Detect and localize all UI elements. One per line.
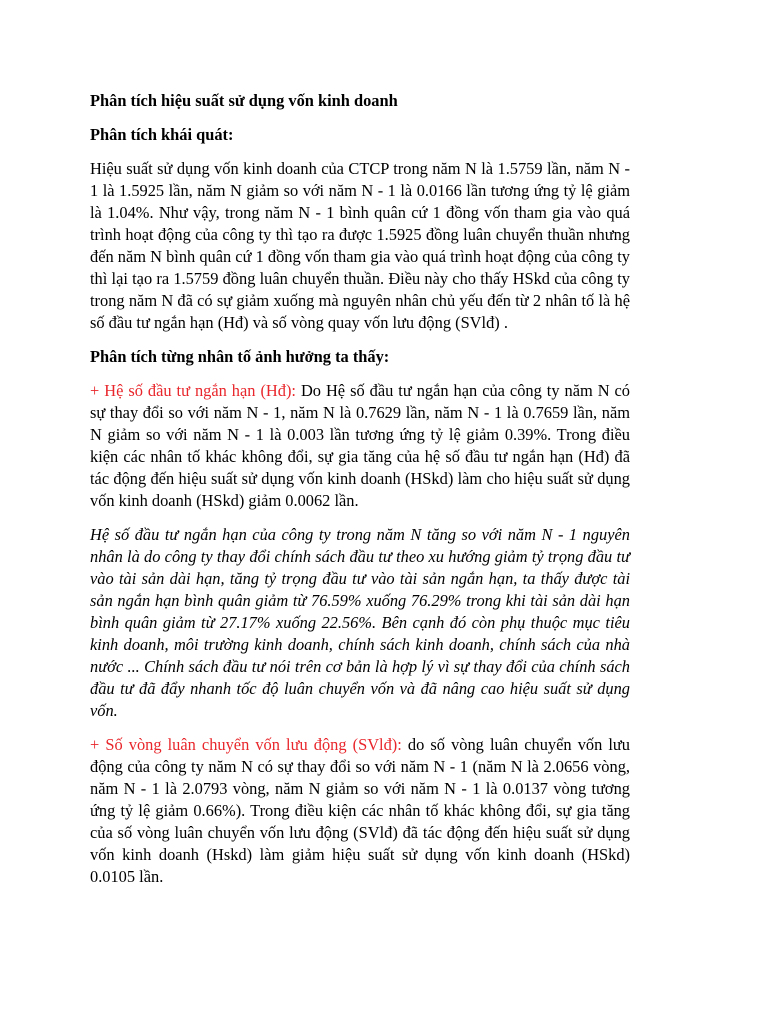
factor1-italic-paragraph: Hệ số đầu tư ngắn hạn của công ty trong năm N tăng so với năm N - 1 nguyên nhân là do công ty thay đổi chính sách đầu tư theo xu hướng giảm tỷ trọng đầu tư vào tài sản dài hạn, tăng tỷ trọng đầu tư vào tài sản ngắn hạn, ta thấy được tài sản ngắn hạn bình quân giảm từ 76.59% xuống 76.29% trong khi tài sản dài hạn bình quân giảm từ 27.17% xuống 22.56%. Bên cạnh đó còn phụ thuộc mục tiêu kinh doanh, môi trường kinh doanh, chính sách kinh doanh, chính sách của nhà nước ... Chính sách đầu tư nói trên cơ bản là hợp lý vì sự thay đổi của chính sách đầu tư đã đẩy nhanh tốc độ luân chuyển vốn và đã nâng cao hiệu suất sử dụng vốn.: [90, 525, 630, 720]
factor1-label: + Hệ số đầu tư ngắn hạn (Hđ):: [90, 381, 296, 400]
factor2-text: do số vòng luân chuyển vốn lưu động của công ty năm N có sự thay đổi so với năm N - 1 (năm N là 2.0656 vòng, năm N - 1 là 2.0793 vòng, năm N giảm so với năm N - 1 là 0.0137 vòng tương ứng tỷ lệ giảm 0.66%). Trong điều kiện các nhân tố khác không đổi, sự gia tăng của số vòng luân chuyển vốn lưu động (SVlđ) đã tác động đến hiệu suất sử dụng vốn kinh doanh (Hskd) làm giảm hiệu suất sử dụng vốn kinh doanh (HSkd) 0.0105 lần.: [90, 735, 631, 886]
overview-heading: Phân tích khái quát:: [90, 125, 234, 144]
factor2-paragraph: [90, 734, 630, 888]
document-page: [90, 90, 630, 900]
factor1-text: Do Hệ số đầu tư ngắn hạn của công ty năm N có sự thay đổi so với năm N - 1, năm N là 0.7629 lần, năm N - 1 là 0.7659 lần, năm N giảm so với năm N - 1 là 0.003 lần tương ứng tỷ lệ giảm 0.39%. Trong điều kiện các nhân tố khác không đổi, sự gia tăng của hệ số đầu tư ngắn hạn (Hđ) đã tác động đến hiệu suất sử dụng vốn kinh doanh (HSkd) làm cho hiệu suất sử dụng vốn kinh doanh (HSkd) giảm 0.0062 lần.: [90, 381, 631, 510]
factor2-label: + Số vòng luân chuyển vốn lưu động (SVlđ):: [90, 735, 402, 754]
document-title: Phân tích hiệu suất sử dụng vốn kinh doanh: [90, 91, 398, 110]
overview-paragraph: Hiệu suất sử dụng vốn kinh doanh của CTCP trong năm N là 1.5759 lần, năm N - 1 là 1.5925 lần, năm N giảm so với năm N - 1 là 0.0166 lần tương ứng tỷ lệ giảm là 1.04%. Như vậy, trong năm N - 1 bình quân cứ 1 đồng vốn tham gia vào quá trình hoạt động của công ty thì tạo ra được 1.5925 đồng luân chuyển thuần nhưng đến năm N bình quân cứ 1 đồng vốn tham gia vào quá trình hoạt động của công ty thì lại tạo ra 1.5759 đồng luân chuyển thuần. Điều này cho thấy HSkd của công ty trong năm N đã có sự giảm xuống mà nguyên nhân chủ yếu đến từ 2 nhân tố là hệ số đầu tư ngắn hạn (Hđ) và số vòng quay vốn lưu động (SVlđ) .: [90, 159, 630, 332]
factor1-paragraph: [90, 380, 630, 512]
factors-heading: Phân tích từng nhân tố ảnh hưởng ta thấy:: [90, 347, 390, 366]
